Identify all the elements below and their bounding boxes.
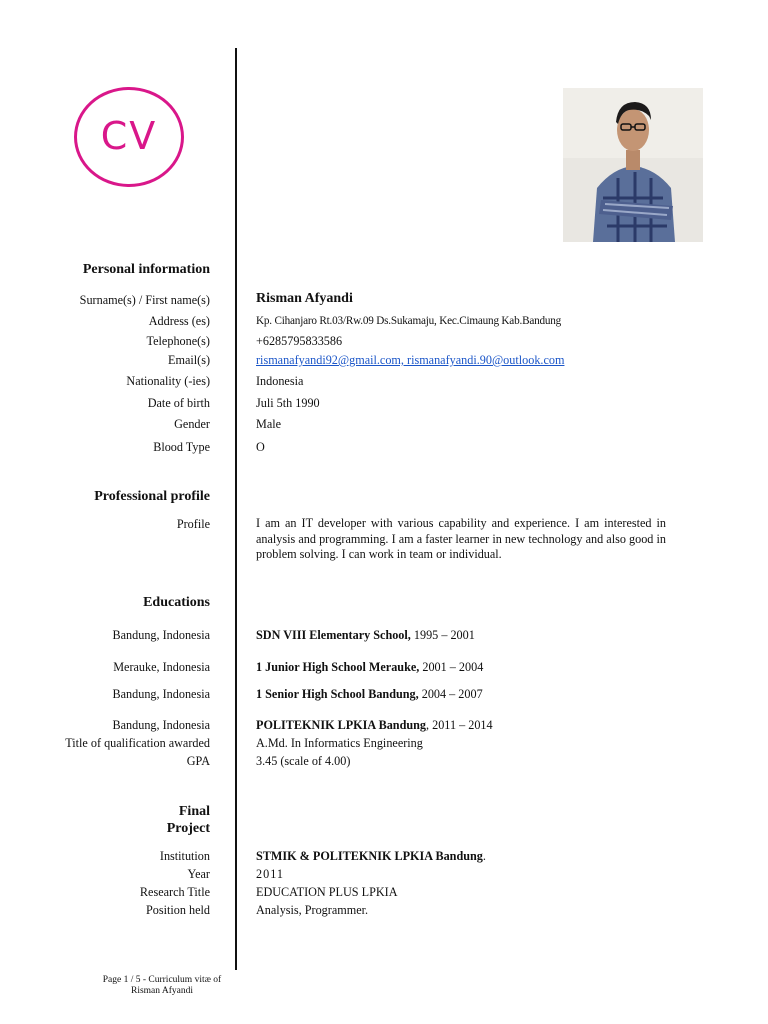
education-entry <box>256 660 483 675</box>
gender-label: Gender <box>174 417 210 431</box>
education-years: 2001 – 2004 <box>419 660 484 674</box>
education-years: 1995 – 2001 <box>410 628 475 642</box>
position-held-label: Position held <box>146 903 210 917</box>
education-location: Bandung, Indonesia <box>112 718 210 732</box>
education-years: , 2011 – 2014 <box>426 718 493 732</box>
footer-name: Risman Afyandi <box>130 986 193 996</box>
footer-page-info: Page 1 / 5 - Curriculum vitæ of <box>102 975 222 985</box>
blood-type-label: Blood Type <box>153 440 210 454</box>
education-location: Bandung, Indonesia <box>112 687 210 701</box>
year-value: 2011 <box>256 867 284 881</box>
profile-text: I am an IT developer with various capability and experience. I am interested in analysis and programming. I am a faster learner in new technology and also good in problem solving. I can work in team or individual. <box>256 516 666 561</box>
education-years: 2004 – 2007 <box>418 687 483 701</box>
institution-suffix: . <box>482 849 486 863</box>
cv-logo <box>74 87 184 187</box>
gender-value: Male <box>256 417 282 431</box>
education-entry <box>256 718 493 733</box>
education-entry <box>256 687 483 702</box>
cv-logo-text: CV <box>100 114 158 158</box>
nationality-label: Nationality (-ies) <box>126 374 210 388</box>
surname-label: Surname(s) / First name(s) <box>79 293 210 307</box>
section-heading-personal: Personal information <box>82 262 210 277</box>
page-footer <box>62 975 262 997</box>
education-school: 1 Senior High School Bandung, <box>256 687 419 701</box>
qualification-label: Title of qualification awarded <box>65 736 210 750</box>
year-label: Year <box>187 867 210 881</box>
profile-photo <box>563 88 703 242</box>
institution-label: Institution <box>159 849 210 863</box>
surname-value: Risman Afyandi <box>256 291 353 306</box>
section-heading-educations: Educations <box>143 595 210 610</box>
blood-type-value: O <box>256 440 265 454</box>
section-heading-professional: Professional profile <box>94 489 210 504</box>
telephone-value: +6285795833586 <box>256 334 343 348</box>
institution-value: STMIK & POLITEKNIK LPKIA Bandung <box>256 849 483 863</box>
profile-label: Profile <box>176 517 210 531</box>
education-location: Merauke, Indonesia <box>113 660 210 674</box>
education-entry <box>256 628 475 643</box>
education-school: SDN VIII Elementary School, <box>256 628 411 642</box>
person-portrait-icon <box>563 88 703 242</box>
dob-value: Juli 5th 1990 <box>256 396 320 410</box>
institution-entry <box>256 849 486 864</box>
education-school: 1 Junior High School Merauke, <box>256 660 420 674</box>
email-link[interactable]: rismanafyandi92@gmail.com, rismanafyandi.90@outlook.com <box>256 353 565 367</box>
nationality-value: Indonesia <box>256 374 304 388</box>
research-title-label: Research Title <box>139 885 210 899</box>
gpa-value: 3.45 (scale of 4.00) <box>256 754 351 768</box>
gpa-label: GPA <box>186 754 210 768</box>
vertical-divider <box>235 48 237 970</box>
section-heading-final-project-line1: Final <box>178 804 210 819</box>
address-value: Kp. Cihanjaro Rt.03/Rw.09 Ds.Sukamaju, Kec.Cimaung Kab.Bandung <box>256 315 562 327</box>
dob-label: Date of birth <box>147 396 210 410</box>
education-school: POLITEKNIK LPKIA Bandung <box>256 718 427 732</box>
telephone-label: Telephone(s) <box>146 334 210 348</box>
section-heading-final-project-line2: Project <box>166 821 210 836</box>
education-location: Bandung, Indonesia <box>112 628 210 642</box>
position-held-value: Analysis, Programmer. <box>256 903 369 917</box>
qualification-value: A.Md. In Informatics Engineering <box>256 736 423 750</box>
research-title-value: EDUCATION PLUS LPKIA <box>256 885 398 899</box>
email-label: Email(s) <box>168 353 210 367</box>
address-label: Address (es) <box>148 314 210 328</box>
